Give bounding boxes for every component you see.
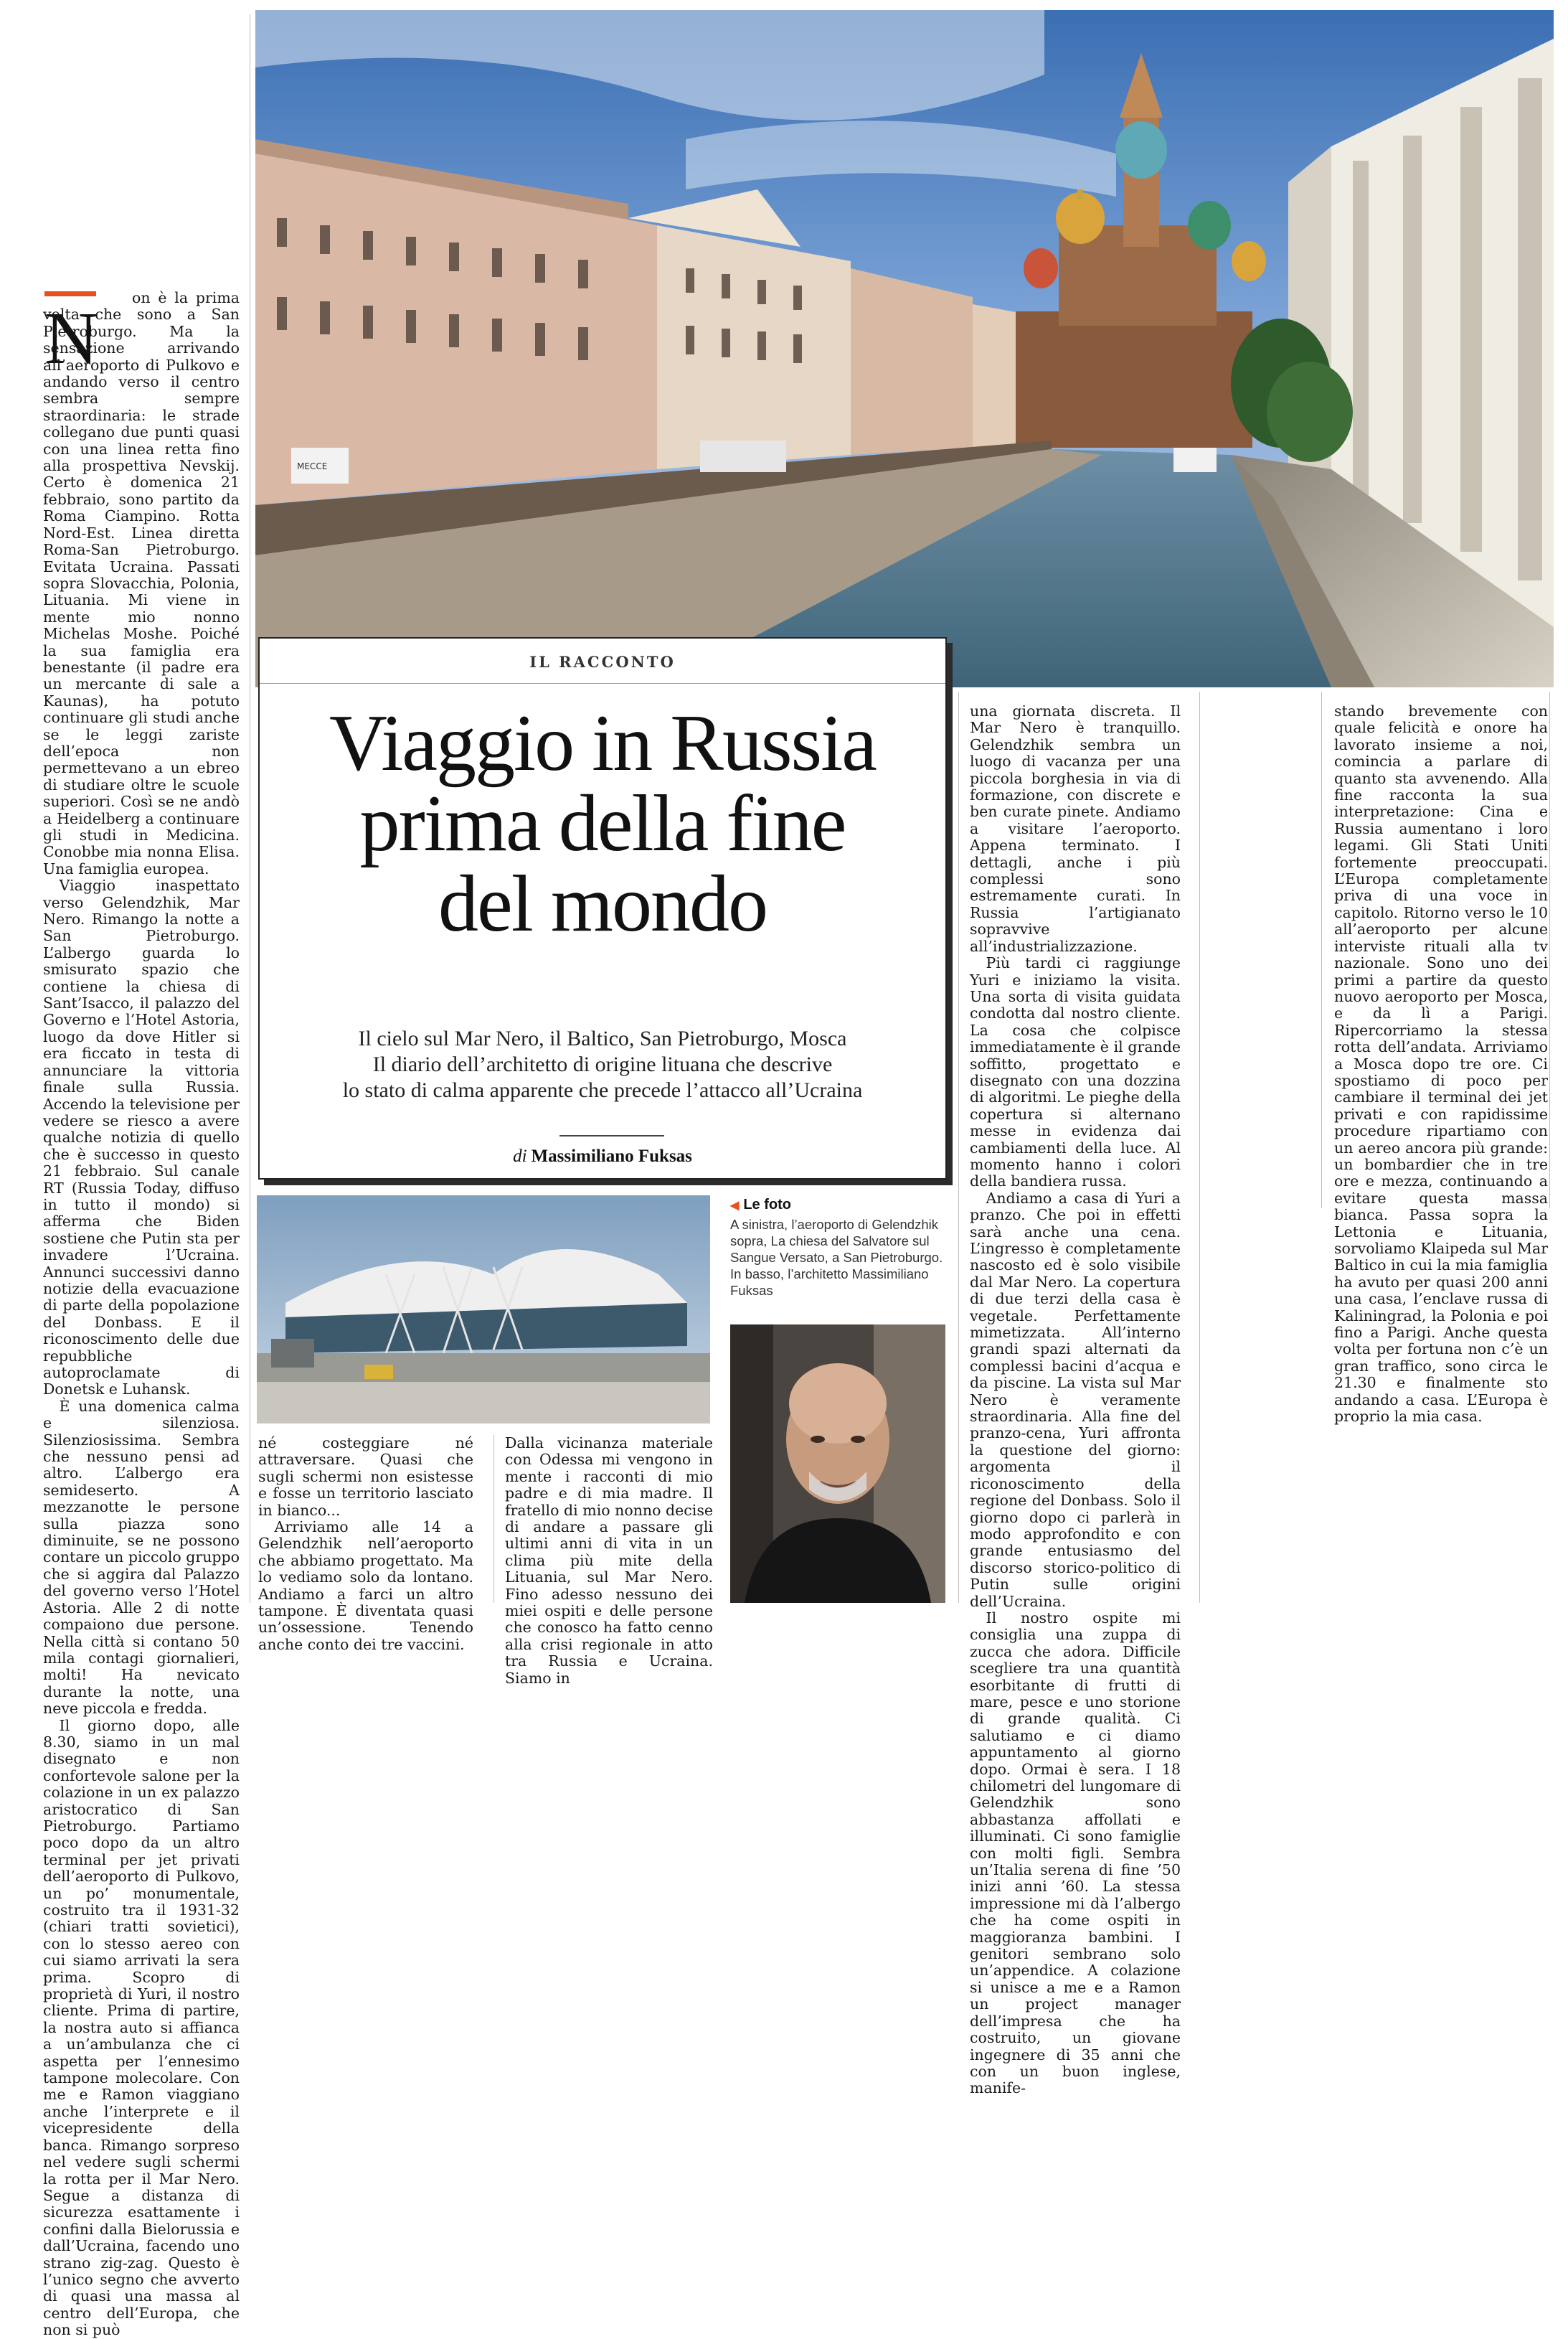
standfirst-line: Il cielo sul Mar Nero, il Baltico, San Pietroburgo, Mosca — [358, 1027, 847, 1050]
kicker: IL RACCONTO — [529, 653, 676, 671]
column-divider — [1549, 692, 1550, 1208]
column-divider — [958, 692, 959, 1603]
byline-divider — [559, 1135, 664, 1136]
article-column-4 — [970, 702, 1181, 2097]
gelendzhik-airport-photo — [257, 1195, 710, 1423]
paragraph: una giornata discreta. Il Mar Nero è tranquillo. Gelendzhik sembra un luogo di vacanza per una piccola borghesia in via di formazione, con discrete e ben curate pinete. Andiamo a visitare l’aeroporto. Appena terminato. I dettagli, anche i più complessi sono estremamente curati. In Russia l’artigianato sopravvive all’industrializzazione. — [970, 702, 1181, 955]
caption-text: A sinistra, l’aeroporto di Gelendzhik sopra, La chiesa del Salvatore sul Sangue Versato, a San Pietroburgo. In basso, l’architetto Massimiliano Fuksas — [730, 1217, 943, 1298]
paragraph: Arriviamo alle 14 a Gelendzhik nell’aeroporto che abbiamo progettato. Ma lo vediamo solo da lontano. Andiamo a farci un altro tampone. È diventata quasi un’ossessione. Tenendo anche conto dei tre vaccini. — [258, 1518, 473, 1653]
paragraph: È una domenica calma e silenziosa. Silenziosissima. Sembra che nessuno pensi ad altro. L’albergo era semideserto. A mezzanotte le persone sulla piazza sono diminuite, se ne possono contare un piccolo gruppo che si aggira dal Palazzo del governo verso l’Hotel Astoria. Alle 2 di notte compaiono due persone. Nella città si contano 50 mila contagi giornalieri, molti! Ha nevicato durante la notte, una neve piccola e fredda. — [43, 1397, 240, 1718]
headline-line-1: Viaggio in Russia — [329, 699, 876, 788]
bus-stop-sign-text: MECCE — [297, 461, 328, 471]
column-divider — [493, 1435, 494, 1603]
kicker-divider — [260, 683, 945, 684]
byline — [260, 1147, 945, 1167]
headline-line-3: del mondo — [438, 860, 767, 949]
paragraph: Il giorno dopo, alle 8.30, siamo in un mal disegnato e non confortevole salone per la colazione in un ex palazzo aristocratico di San Pietroburgo. Partiamo poco dopo da un altro terminal per jet privati dell’aeroporto di Pulkovo, un po’ monumentale, costruito tra il 1931-32 (chiari tratti sovietici), con lo stesso aereo con cui siamo arrivati la sera prima. Scopro di proprietà di Yuri, il nostro cliente. Prima di partire, la nostra auto si affianca a un’ambulanza che ci aspetta per l’ennesimo tampone molecolare. Con me e Ramon viaggiano anche l’interprete e il vicepresidente della banca. Rimango sorpreso nel vedere sugli schermi la rotta per il Mar Nero. Segue a distanza di sicurezza esattamente i confini dalla Bielorussia e dall’Ucraina, facendo uno strano zig-zag. Questo è l’unico segno che avverto di quasi una massa al centro dell’Europa, che non si può — [43, 1716, 240, 2339]
standfirst-line: Il diario dell’architetto di origine lituana che descrive — [372, 1053, 833, 1076]
article-column-5 — [1334, 702, 1548, 1426]
caption-arrow-icon: ◀ — [730, 1200, 740, 1212]
column-divider — [1321, 692, 1322, 1208]
church-of-savior-photo — [255, 10, 1554, 687]
fuksas-portrait-photo — [730, 1324, 945, 1603]
byline-prefix: di — [513, 1147, 527, 1166]
photo-caption — [730, 1197, 945, 1299]
standfirst — [274, 1026, 931, 1103]
paragraph: Andiamo a casa di Yuri a pranzo. Che poi in effetti sarà anche una cena. L’ingresso è completamente nascosto ed è solo visibile dal Mar Nero. La copertura di due terzi della casa è vegetale. Perfettamente mimetizzata. All’interno grandi spazi alternati da complessi bacini d’acqua e da piscine. La vista sul Mar Nero è veramente straordinaria. Alla fine del pranzo-cena, Yuri affronta la questione del giorno: argomenta il riconoscimento della regione del Donbass. Solo il giorno dopo ci parlerà in modo approfondito e con grande entusiasmo del discorso storico-politico di Putin sulle origini dell’Ucraina. — [970, 1189, 1181, 1610]
headline-line-2: prima della fine — [359, 779, 846, 868]
drop-cap: N — [44, 297, 99, 380]
byline-author: Massimiliano Fuksas — [531, 1147, 692, 1166]
paragraph: Il nostro ospite mi consiglia una zuppa di zucca che adora. Difficile scegliere tra una quantità esorbitante di frutti di mare, pesce e uno storione di grande qualità. Ci salutiamo e ci diamo appuntamento al giorno dopo. Ormai è sera. I 18 chilometri del lungomare di Gelendzhik sono abbastanza affollati e illuminati. Ci sono famiglie con molti figli. Sembra un’Italia serena di fine ’50 inizi anni ’60. La stessa impressione mi dà l’albergo che ha come ospiti in maggioranza bambini. I genitori sembrano solo un’appendice. A colazione si unisce a me e a Ramon un project manager dell’impresa che ha costruito, un giovane ingegnere di 35 anni che con un buon inglese, manife- — [970, 1609, 1181, 2097]
paragraph: Viaggio inaspettato verso Gelendzhik, Mar Nero. Rimango la notte a San Pietroburgo. L’albergo guarda lo smisurato spazio che contiene la chiesa di Sant’Isacco, il palazzo del Governo e l’Hotel Astoria, luogo da dove Hitler si era ficcato in testa di annunciare la vittoria finale sulla Russia. Accendo la televisione per vedere se riesco a avere qualche notizia di quello che è successo in questo 21 febbraio. Sul canale RT (Russia Today, diffuso in tutto il mondo) si afferma che Biden sostiene che Putin sta per invadere l’Ucraina. Annunci successivi danno notizie della evacuazione di parte della popolazione del Donbass. E il riconoscimento delle due repubbliche autoproclamate di Donetsk e Luhansk. — [43, 877, 240, 1398]
caption-title: ◀ Le foto — [730, 1197, 791, 1213]
paragraph: Più tardi ci raggiunge Yuri e iniziamo la visita. Una sorta di visita guidata condotta dal nostro cliente. La cosa che colpisce immediatamente è il grande soffitto, progettato e disegnato con una dozzina di algoritmi. Le pieghe della copertura si alternano messe in evidenza dai cambiamenti della luce. Al momento hanno i colori della bandiera russa. — [970, 954, 1181, 1190]
article-column-1 — [43, 289, 240, 2339]
article-column-3 — [505, 1434, 713, 1687]
lead-paragraph: on è la prima volta che sono a San Pietroburgo. Ma la sensazione arrivando all’aeroporto di Pulkovo e andando verso il centro sembra sempre straordinaria: le strade collegano due punti quasi con una linea retta fino alla prospettiva Nevskij. Certo è domenica 21 febbraio, sono partito da Roma Ciampino. Rotta Nord-Est. Linea diretta Roma-San Pietroburgo. Evitata Ucraina. Passati sopra Slovacchia, Polonia, Lituania. Mi viene in mente mio nonno Michelas Moshe. Poiché la sua famiglia era benestante (il padre era un mercante di sale a Kaunas), ha potuto continuare gli studi anche se le leggi zariste dell’epoca non permettevano a un ebreo di studiare oltre le scuole superiori. Così se ne andò a Heidelberg a continuare gli studi in Medicina. Conobbe mia nonna Elisa. Una famiglia europea. — [43, 289, 240, 877]
paragraph: né costeggiare né attraversare. Quasi che sugli schermi non esistesse e fosse un territorio lasciato in bianco... — [258, 1434, 473, 1519]
article-column-2 — [258, 1434, 473, 1653]
headline — [274, 699, 931, 949]
paragraph: stando brevemente con quale felicità e onore ha lavorato insieme a noi, comincia a parlare di quanto sta avvenendo. Alla fine racconta la sua interpretazione: Cina e Russia aumentano i loro legami. Gli Stati Uniti fortemente preoccupati. L’Europa completamente priva di una voce in capitolo. Ritorno verso le 10 all’aeroporto per alcune interviste rituali alla tv nazionale. Sono uno dei primi a partire da questo nuovo aeroporto per Mosca, e da lì a Parigi. Ripercorriamo la stessa rotta dell’andata. Arriviamo a Mosca dopo tre ore. Ci spostiamo di poco per cambiare il terminal dei jet privati e con rapidissime procedure ripartiamo con un aereo ancora più grande: un bombardier che in tre ore e mezza, continuando a evitare questa massa bianca. Passa sopra la Lettonia e Lituania, sorvoliamo Klaipeda sul Mar Baltico in cui la mia famiglia ha avuto per quasi 200 anni una casa, l’enclave russa di Kaliningrad, la Polonia e poi fino a Parigi. Anche questa volta per fortuna non c’è un gran traffico, sono circa le 21.30 e finalmente sto andando a casa. L’Europa è proprio la mia casa. — [1334, 702, 1548, 1426]
paragraph: Dalla vicinanza materiale con Odessa mi vengono in mente i racconti di mio padre e di mia madre. Il fratello di mio nonno decise di andare a passare gli ultimi anni di vita in un clima più mite della Lituania, sul Mar Nero. Fino adesso nessuno dei miei ospiti e delle persone che conosco ha fatto cenno alla crisi regionale in atto tra Russia e Ucraina. Siamo in — [505, 1434, 713, 1687]
standfirst-line: lo stato di calma apparente che precede l’attacco all’Ucraina — [342, 1078, 863, 1102]
headline-box — [258, 637, 947, 1180]
column-divider — [1199, 692, 1200, 1603]
